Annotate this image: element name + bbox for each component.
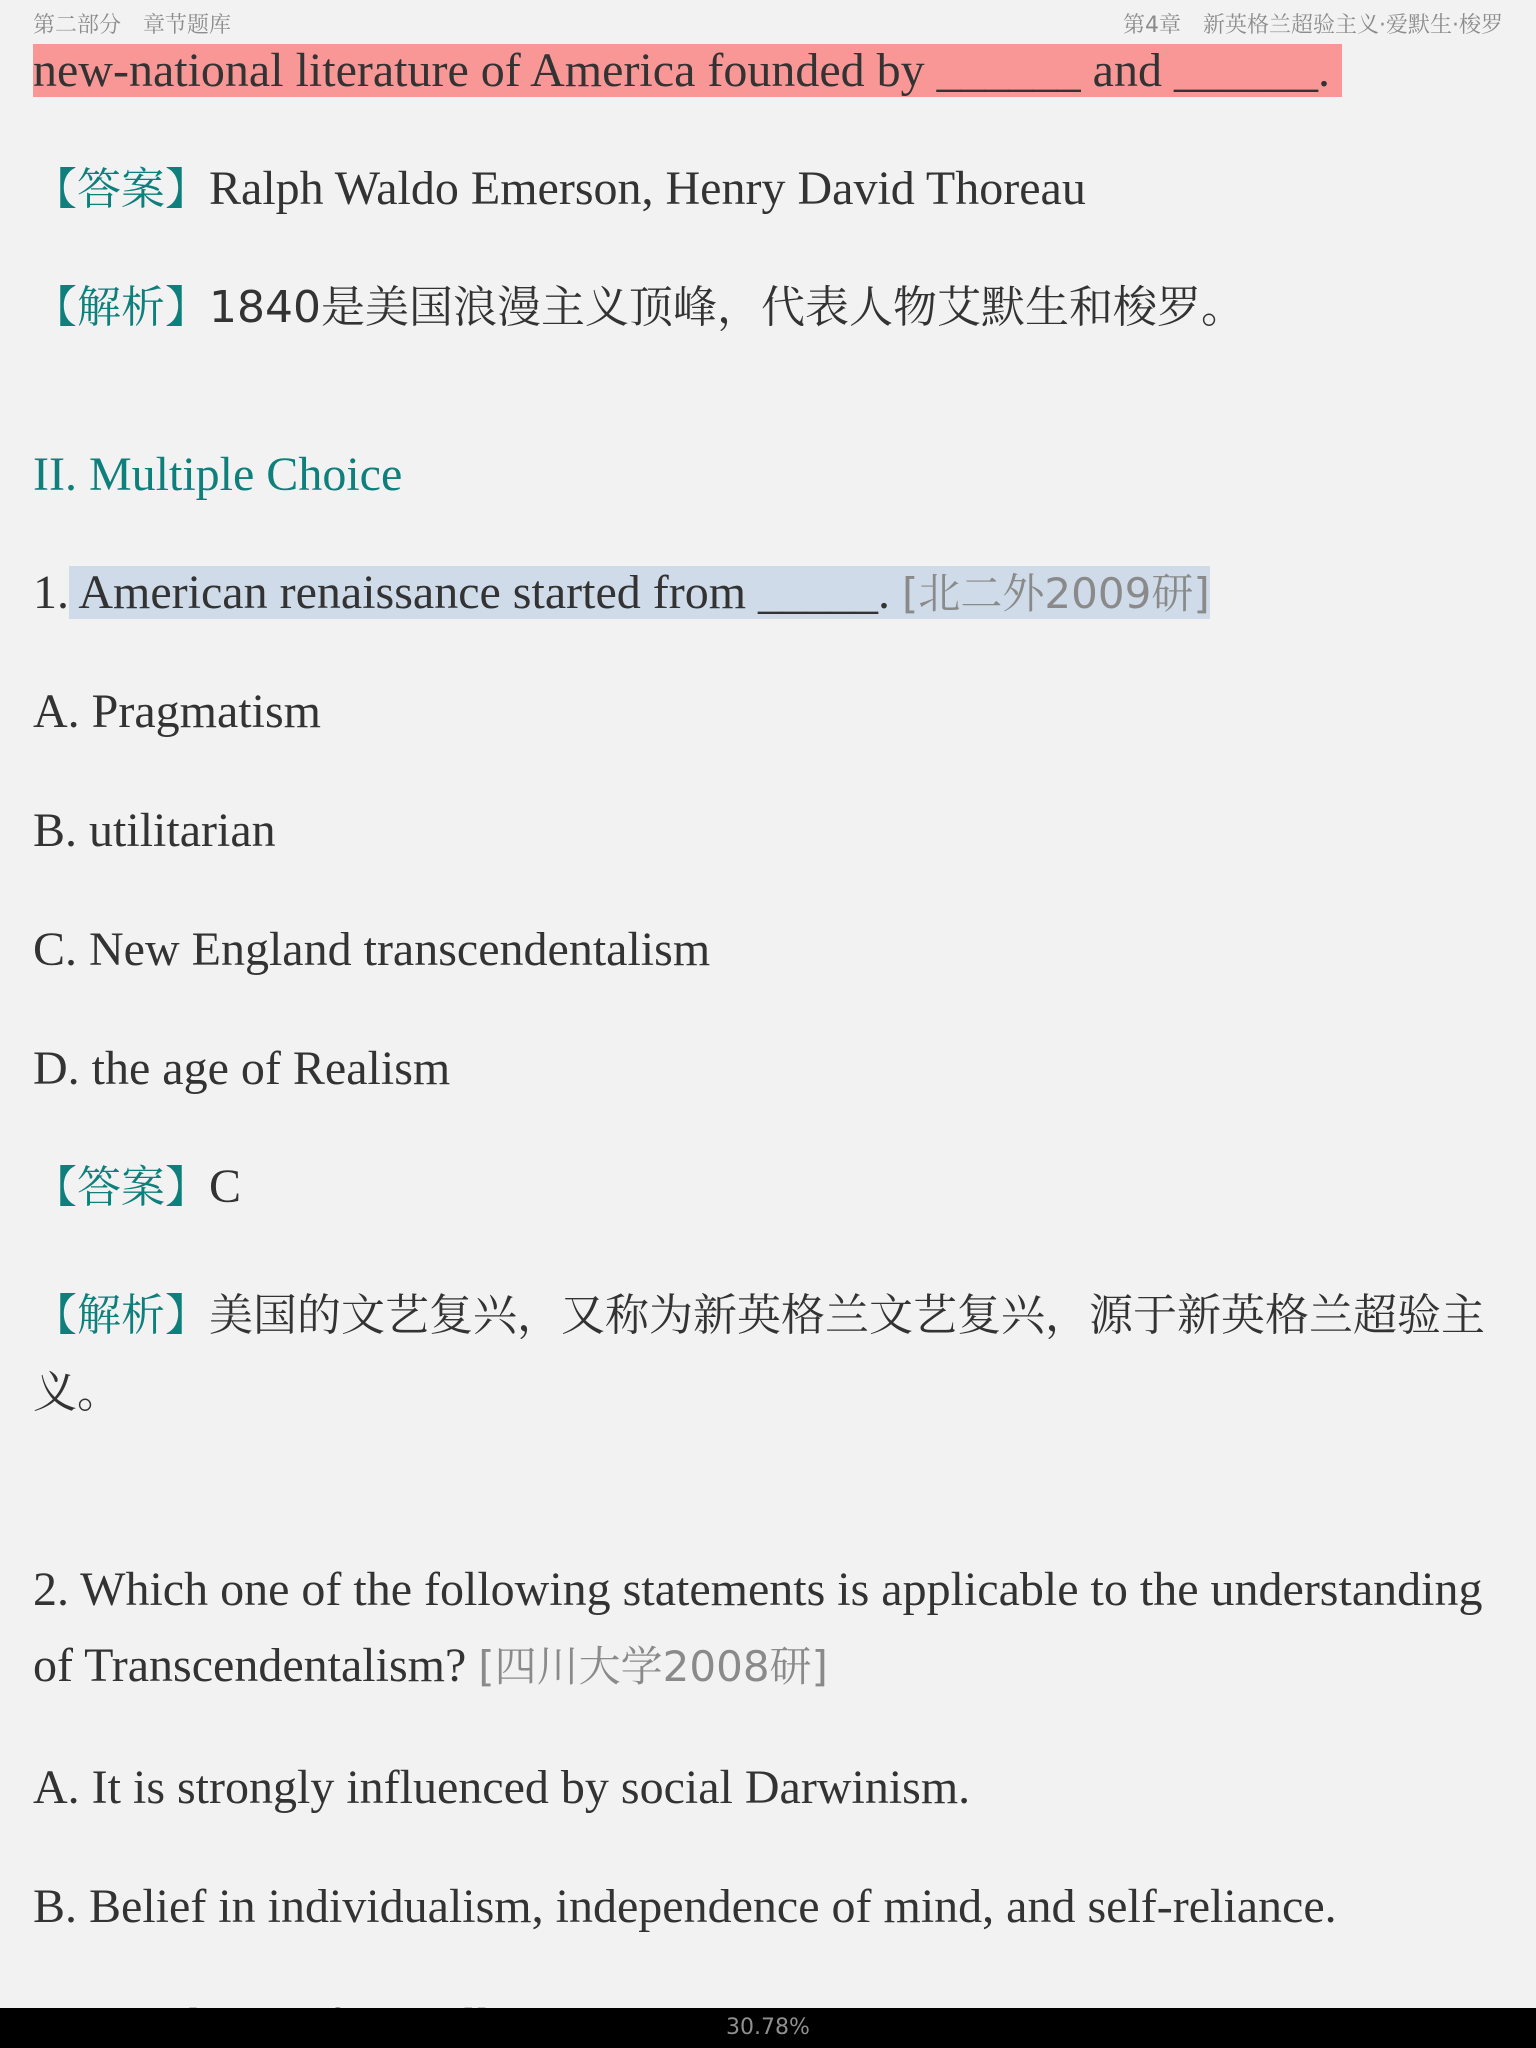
header-chapter-title: 新英格兰超验主义·爱默生·梭罗 (1203, 13, 1503, 38)
analysis-tag: 【解析】 (33, 1290, 209, 1341)
question-text: Which one of the following statements is applicable to the understanding of Transcendentalism? (33, 1563, 1483, 1692)
question-source: [四川大学2008研] (478, 1642, 828, 1691)
prev-question-tail[interactable] (33, 42, 1342, 100)
answer-tag: 【答案】 (33, 1162, 209, 1213)
prev-answer (33, 160, 1086, 219)
question-number: 2. (33, 1563, 69, 1616)
running-header (33, 4, 1503, 38)
answer-tag: 【答案】 (33, 164, 209, 215)
analysis-text: 1840是美国浪漫主义顶峰，代表人物艾默生和梭罗。 (209, 282, 1245, 333)
question-1 (33, 564, 1210, 623)
q2-option-a: A. It is strongly influenced by social Darwinism. (33, 1761, 971, 1814)
q1-answer (33, 1158, 241, 1217)
answer-text: Ralph Waldo Emerson, Henry David Thoreau (209, 162, 1086, 215)
header-part: 第二部分 (33, 13, 122, 38)
header-section: 章节题库 (143, 13, 232, 38)
highlighted-question[interactable] (69, 566, 1210, 619)
q1-option-a: A. Pragmatism (33, 685, 321, 738)
reading-progress-bar (0, 2008, 1536, 2048)
q1-option-b: B. utilitarian (33, 804, 276, 857)
q1-option-c: C. New England transcendentalism (33, 923, 711, 976)
analysis-tag: 【解析】 (33, 282, 209, 333)
analysis-text: 美国的文艺复兴，又称为新英格兰文艺复兴，源于新英格兰超验主义。 (33, 1290, 1485, 1418)
question-2 (33, 1552, 1503, 1705)
question-text: American renaissance started from _____. (78, 566, 891, 619)
header-chapter: 第4章 (1123, 13, 1181, 38)
highlighted-text[interactable]: new-national literature of America founded by ______ and ______. (33, 44, 1342, 97)
section-heading: II. Multiple Choice (33, 448, 403, 501)
header-left (33, 8, 231, 39)
question-source: [北二外2009研] (902, 569, 1210, 618)
prev-analysis (33, 278, 1245, 337)
header-right (1123, 8, 1503, 39)
q1-option-d: D. the age of Realism (33, 1042, 451, 1095)
question-number: 1. (33, 566, 69, 619)
q1-analysis (33, 1277, 1503, 1431)
answer-text: C (209, 1160, 242, 1213)
progress-percent: 30.78% (726, 2015, 810, 2040)
q2-option-b: B. Belief in individualism, independence of mind, and self-reliance. (33, 1880, 1337, 1933)
